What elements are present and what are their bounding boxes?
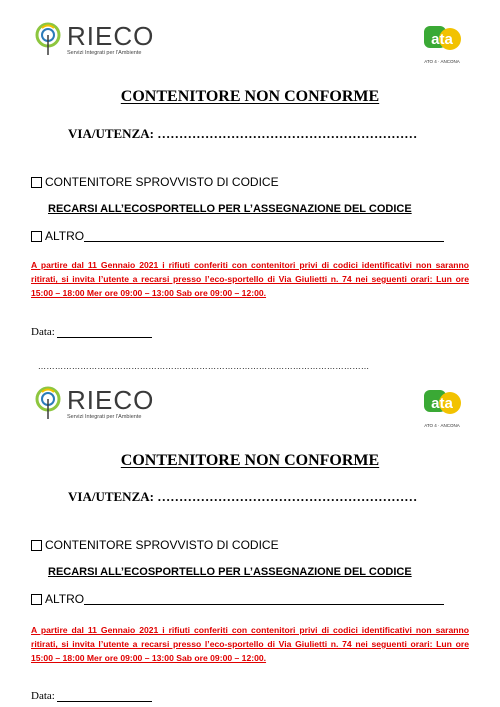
- checkbox-no-code-label: CONTENITORE SPROVVISTO DI CODICE: [45, 175, 279, 189]
- cut-separator: ………………………………………………………………………………………………………: [38, 362, 370, 371]
- checkbox-altro[interactable]: [31, 231, 42, 242]
- notice-text: A partire dal 11 Gennaio 2021 i rifiuti conferiti con contenitori privi di codici identificativi non saranno ritirati, si invita l’utente a recarsi presso l’eco-sportello di Via Giulietti n. 74 nei seguenti orari: Lun ore 15:00 – 18:00 Mer ore 09:00 – 13:00 Sab ore 09:00 – 12:00.: [31, 260, 469, 298]
- rieco-logo: [33, 22, 154, 56]
- checkbox-no-code[interactable]: [31, 177, 42, 188]
- notice-text: A partire dal 11 Gennaio 2021 i rifiuti conferiti con contenitori privi di codici identificativi non saranno ritirati, si invita l’utente a recarsi presso l’eco-sportello di Via Giulietti n. 74 nei seguenti orari: Lun ore 15:00 – 18:00 Mer ore 09:00 – 13:00 Sab ore 09:00 – 12:00.: [31, 625, 469, 663]
- ata-logo: [422, 24, 462, 64]
- date-row: [31, 690, 152, 702]
- ata-tagline: ATO 4 · ANCONA: [424, 59, 460, 64]
- date-input-line[interactable]: [57, 328, 152, 338]
- ata-logo-icon: [422, 24, 462, 54]
- date-row: [31, 326, 152, 338]
- checkbox-row-no-code[interactable]: [31, 175, 279, 189]
- svg-text:ata: ata: [431, 31, 453, 48]
- rieco-leaf-icon: [33, 386, 63, 420]
- checkbox-no-code-label: CONTENITORE SPROVVISTO DI CODICE: [45, 538, 279, 552]
- checkbox-altro-label: ALTRO: [45, 229, 85, 243]
- ata-logo: [422, 388, 462, 428]
- form-title: CONTENITORE NON CONFORME: [120, 452, 380, 469]
- rieco-name: RIECO: [67, 384, 155, 415]
- ata-logo-icon: [422, 388, 462, 418]
- rieco-leaf-icon: [33, 22, 63, 56]
- altro-input-line[interactable]: [84, 594, 444, 605]
- date-label: Data:: [31, 326, 55, 338]
- rieco-tagline: Servizi Integrati per l'Ambiente: [67, 49, 142, 56]
- form-title: CONTENITORE NON CONFORME: [120, 88, 380, 105]
- svg-text:ata: ata: [431, 395, 453, 412]
- instruction-text: RECARSI ALL’ECOSPORTELLO PER L’ASSEGNAZIONE DEL CODICE: [48, 203, 412, 215]
- date-label: Data:: [31, 690, 55, 702]
- rieco-name: RIECO: [67, 20, 155, 51]
- rieco-logo: [33, 386, 154, 420]
- checkbox-altro[interactable]: [31, 594, 42, 605]
- checkbox-altro-label: ALTRO: [45, 592, 85, 606]
- altro-input-line[interactable]: [84, 231, 444, 242]
- date-input-line[interactable]: [57, 692, 152, 702]
- rieco-tagline: Servizi Integrati per l'Ambiente: [67, 413, 142, 420]
- checkbox-row-altro[interactable]: [31, 592, 444, 606]
- instruction-text: RECARSI ALL’ECOSPORTELLO PER L’ASSEGNAZIONE DEL CODICE: [48, 566, 412, 578]
- ata-tagline: ATO 4 · ANCONA: [424, 423, 460, 428]
- checkbox-row-no-code[interactable]: [31, 538, 279, 552]
- via-utenza-label: VIA/UTENZA: ……………………………………………………: [68, 126, 418, 141]
- checkbox-row-altro[interactable]: [31, 229, 444, 243]
- checkbox-no-code[interactable]: [31, 540, 42, 551]
- via-utenza-label: VIA/UTENZA: ……………………………………………………: [68, 489, 418, 504]
